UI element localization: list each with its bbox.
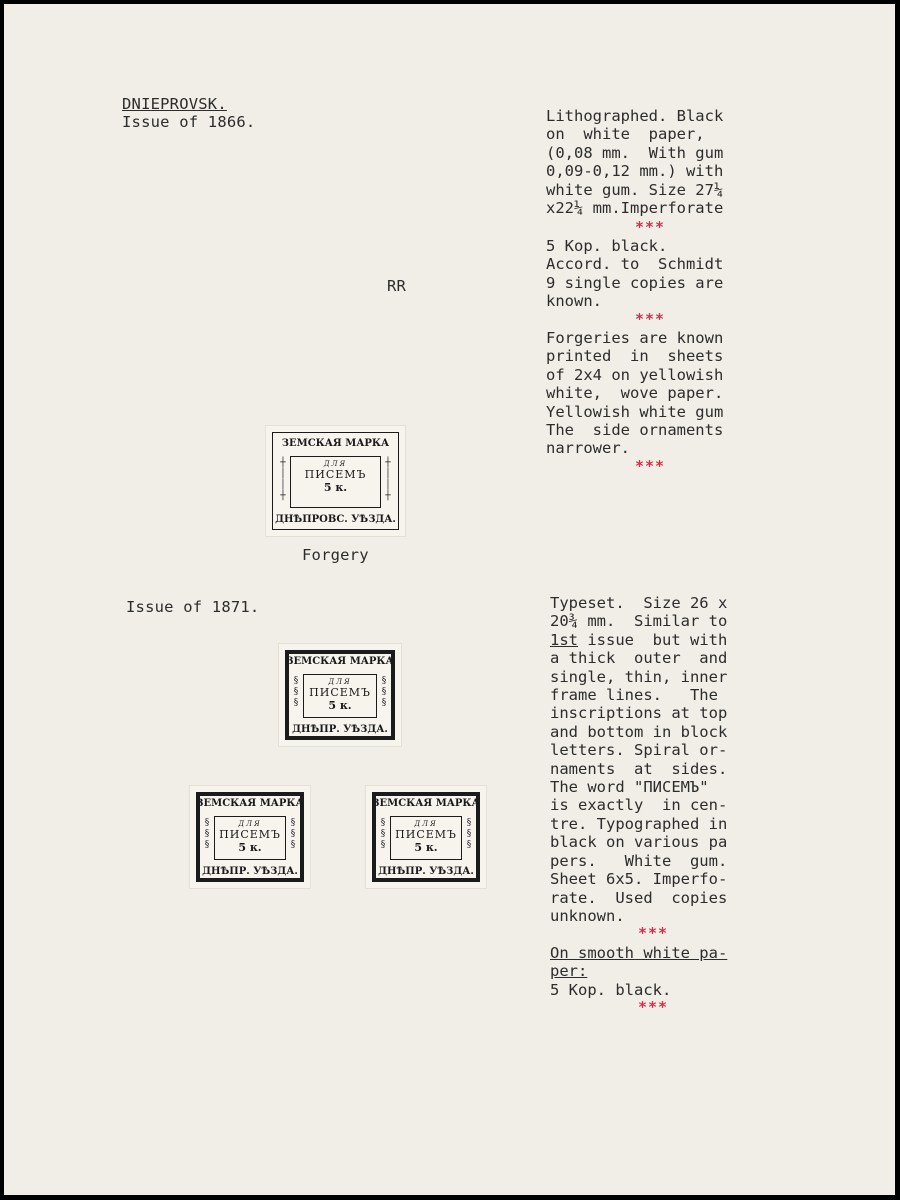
value-line: Accord. to Schmidt: [546, 255, 724, 274]
forgery-line: printed in sheets: [546, 347, 724, 366]
stamp-bottom-inscription: ДНѢПРОВС. УѢЗДА.: [275, 514, 396, 525]
stamp-top-inscription: ЗЕМСКАЯ МАРКА: [372, 798, 480, 809]
description-line: is exactly in cen-: [550, 796, 728, 815]
stamp-inscription-dlya: ДЛЯ: [328, 678, 352, 686]
description-line: pers. White gum.: [550, 851, 728, 870]
issue-1866-description: [546, 107, 756, 217]
value-line: known.: [546, 292, 602, 311]
stamp-inscription-pisem: ПИСЕМЪ: [309, 686, 371, 699]
description-line: single, thin, inner: [550, 667, 728, 686]
underlined-1st: 1st: [550, 630, 578, 649]
description-line: [550, 631, 760, 649]
forgery-line: white, wove paper.: [546, 384, 724, 403]
album-page: [4, 4, 895, 1195]
stamp-value: 5 к.: [238, 841, 262, 854]
forgery-line: of 2x4 on yellowish: [546, 365, 724, 384]
stamp-top-inscription: ЗЕМСКАЯ МАРКА: [286, 656, 394, 667]
separator-stars: ***: [638, 924, 669, 942]
stamp-top-inscription: ЗЕМСКАЯ МАРКА: [196, 798, 304, 809]
stamp-inscription-dlya: ДЛЯ: [238, 820, 262, 828]
description-line: letters. Spiral or-: [550, 741, 728, 760]
issue-1866-heading: Issue of 1866.: [122, 113, 256, 131]
stamp-bottom-inscription: ДНѢПР. УѢЗДА.: [202, 866, 298, 877]
stamp-center-panel: [290, 456, 381, 508]
description-line: (0,08 mm. With gum: [546, 143, 724, 162]
description-line: inscriptions at top: [550, 704, 728, 723]
stamp-value: 5 к.: [328, 699, 352, 712]
stamp-center-panel: [303, 674, 377, 718]
description-line: black on various pa: [550, 833, 728, 852]
issue-1871-heading: Issue of 1871.: [126, 598, 260, 616]
stamp-center-panel: [214, 816, 286, 860]
description-line: Lithographed. Black: [546, 107, 724, 125]
forgery-line: The side ornaments: [546, 421, 724, 440]
side-ornament: ┼ │ │ ┼: [385, 458, 391, 501]
value-line: 9 single copies are: [546, 273, 724, 292]
description-line-rest: issue but with: [578, 630, 728, 649]
stamp-inscription-dlya: ДЛЯ: [414, 820, 438, 828]
stamp-top-inscription: ЗЕМСКАЯ МАРКА: [281, 438, 390, 449]
spiral-ornament: § § §: [466, 818, 472, 850]
description-line: 20¾ mm. Similar to: [550, 612, 728, 631]
stamp-bottom-inscription: ДНѢПР. УѢЗДА.: [292, 724, 388, 735]
separator-stars: ***: [635, 218, 666, 236]
description-line: 0,09-0,12 mm.) with: [546, 162, 724, 181]
description-line: rate. Used copies: [550, 888, 728, 907]
stamp-bottom-inscription: ДНѢПР. УѢЗДА.: [378, 866, 474, 877]
page-title: DNIEPROVSK.: [122, 95, 227, 113]
value-line: 5 Kop. black.: [550, 980, 672, 999]
rarity-mark: RR: [387, 277, 407, 295]
description-line: and bottom in block: [550, 722, 728, 741]
stamp-inscription-pisem: ПИСЕМЪ: [304, 468, 367, 481]
stamp-1871: [190, 786, 310, 888]
description-line: tre. Typographed in: [550, 814, 728, 833]
forgery-line: Forgeries are known: [546, 329, 724, 347]
spiral-ornament: § § §: [290, 818, 296, 850]
issue-1871-description: [550, 594, 760, 925]
stamp-center-panel: [390, 816, 462, 860]
forgery-description: [546, 329, 756, 458]
spiral-ornament: § § §: [380, 818, 386, 850]
description-line: Typeset. Size 26 x: [550, 594, 728, 612]
description-line: frame lines. The: [550, 686, 718, 705]
description-line: on white paper,: [546, 125, 705, 144]
description-line: Sheet 6x5. Imperfo-: [550, 870, 728, 889]
stamp-value: 5 к.: [323, 481, 348, 494]
paper-heading: per:: [550, 962, 588, 981]
forgery-line: narrower.: [546, 439, 630, 458]
separator-stars: ***: [635, 457, 666, 475]
spiral-ornament: § § §: [204, 818, 210, 850]
value-line: 5 Kop. black.: [546, 237, 668, 255]
description-line: a thick outer and: [550, 649, 728, 668]
description-line: x22¼ mm.Imperforate: [546, 199, 724, 218]
forgery-caption: Forgery: [302, 546, 369, 564]
side-ornament: ┼ │ │ ┼: [280, 458, 286, 501]
separator-stars: ***: [635, 310, 666, 328]
forgery-stamp: [266, 426, 405, 536]
stamp-inscription-dlya: ДЛЯ: [323, 460, 348, 468]
separator-stars: ***: [638, 998, 669, 1016]
paper-heading: On smooth white pa-: [550, 944, 728, 962]
paper-variety: [550, 944, 760, 999]
spiral-ornament: § § §: [381, 676, 387, 708]
stamp-inscription-pisem: ПИСЕМЪ: [219, 828, 281, 841]
stamp-1871: [279, 644, 401, 746]
spiral-ornament: § § §: [293, 676, 299, 708]
description-line: naments at sides.: [550, 759, 728, 778]
description-line: white gum. Size 27¼: [546, 180, 724, 199]
stamp-value: 5 к.: [414, 841, 438, 854]
description-line: unknown.: [550, 906, 625, 925]
stamp-1871: [366, 786, 486, 888]
description-line: The word "ПИСЕМЪ": [550, 778, 709, 797]
stamp-inscription-pisem: ПИСЕМЪ: [395, 828, 457, 841]
issue-1866-value: [546, 237, 756, 311]
forgery-line: Yellowish white gum: [546, 402, 724, 421]
